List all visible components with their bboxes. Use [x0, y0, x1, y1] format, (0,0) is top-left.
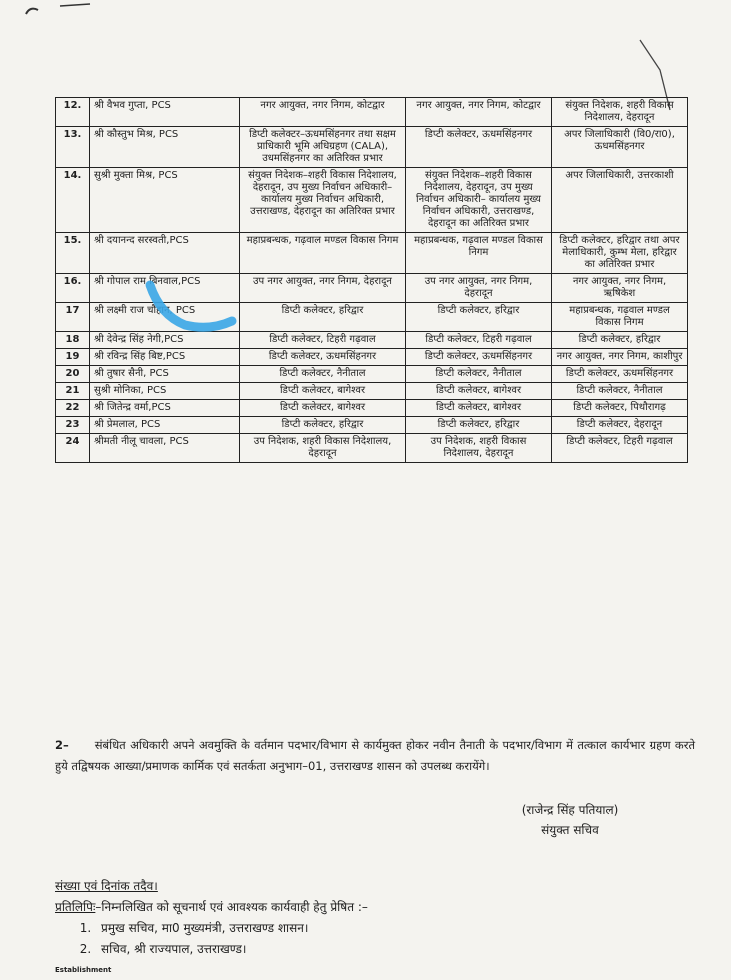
relieved-post-cell: डिप्टी कलेक्टर, टिहरी गढ़वाल: [406, 332, 552, 349]
relieved-post-cell: डिप्टी कलेक्टर, ऊधमसिंहनगर: [406, 349, 552, 366]
table-row: [56, 168, 688, 233]
relieved-post-cell: डिप्टी कलेक्टर, नैनीताल: [406, 366, 552, 383]
current-post-cell: डिप्टी कलेक्टर, बागेश्वर: [240, 383, 406, 400]
current-post-cell: संयुक्त निदेशक–शहरी विकास निदेशालय, देहरादून, उप मुख्य निर्वाचन अधिकारी–कार्यालय मुख्य निर्वाचन अधिकारी, उत्तराखण्ड, देहरादून का अतिरिक्त प्रभार: [240, 168, 406, 233]
new-post-cell: डिप्टी कलेक्टर, देहरादून: [552, 417, 688, 434]
table-row: [56, 98, 688, 127]
recipient-item: 2. सचिव, श्री राज्यपाल, उत्तराखण्ड।: [95, 939, 695, 960]
officer-name-cell: श्री लक्ष्मी राज चौहान, PCS: [90, 303, 240, 332]
signatory-designation: संयुक्त सचिव: [541, 823, 599, 837]
current-post-cell: डिप्टी कलेक्टर, हरिद्वार: [240, 417, 406, 434]
relieved-post-cell: उप नगर आयुक्त, नगर निगम, देहरादून: [406, 274, 552, 303]
recipient-item: 1. प्रमुख सचिव, मा0 मुख्यमंत्री, उत्तराखण्ड शासन।: [95, 918, 695, 939]
relieved-post-cell: महाप्रबन्धक, गढ़वाल मण्डल विकास निगम: [406, 233, 552, 274]
new-post-cell: डिप्टी कलेक्टर, ऊधमसिंहनगर: [552, 366, 688, 383]
new-post-cell: संयुक्त निदेशक, शहरी विकास निदेशालय, देहरादून: [552, 98, 688, 127]
serial-number-cell: 13.: [56, 127, 90, 168]
copy-text: –निम्नलिखित को सूचनार्थ एवं आवश्यक कार्यवाही हेतु प्रेषित :–: [95, 900, 368, 914]
officer-name-cell: श्री देवेन्द्र सिंह नेगी,PCS: [90, 332, 240, 349]
paragraph-number: 2–: [55, 738, 69, 752]
new-post-cell: नगर आयुक्त, नगर निगम, काशीपुर: [552, 349, 688, 366]
new-post-cell: डिप्टी कलेक्टर, नैनीताल: [552, 383, 688, 400]
officer-name-cell: श्री दयानन्द सरस्वती,PCS: [90, 233, 240, 274]
table-row: [56, 366, 688, 383]
copy-label: प्रतिलिपिः: [55, 900, 96, 914]
current-post-cell: नगर आयुक्त, नगर निगम, कोटद्वार: [240, 98, 406, 127]
new-post-cell: डिप्टी कलेक्टर, हरिद्वार: [552, 332, 688, 349]
officer-name-cell: सुश्री मुक्ता मिश्र, PCS: [90, 168, 240, 233]
officer-name-cell: सुश्री मोनिका, PCS: [90, 383, 240, 400]
copy-line: [55, 897, 695, 918]
table-row: [56, 400, 688, 417]
officer-name-cell: श्री जितेन्द्र वर्मा,PCS: [90, 400, 240, 417]
serial-number-cell: 16.: [56, 274, 90, 303]
new-post-cell: डिप्टी कलेक्टर, टिहरी गढ़वाल: [552, 434, 688, 463]
officer-name-cell: श्री गोपाल राम बिनवाल,PCS: [90, 274, 240, 303]
table-row: [56, 383, 688, 400]
serial-number-cell: 15.: [56, 233, 90, 274]
recipient-list: [55, 918, 695, 960]
signature-block: [470, 800, 670, 840]
current-post-cell: महाप्रबन्धक, गढ़वाल मण्डल विकास निगम: [240, 233, 406, 274]
current-post-cell: उप नगर आयुक्त, नगर निगम, देहरादून: [240, 274, 406, 303]
new-post-cell: अपर जिलाधिकारी (वि0/रा0), ऊधमसिंहनगर: [552, 127, 688, 168]
new-post-cell: डिप्टी कलेक्टर, पिथौरागढ़: [552, 400, 688, 417]
table-row: [56, 349, 688, 366]
serial-number-cell: 21: [56, 383, 90, 400]
instruction-paragraph: [55, 735, 695, 777]
table-row: [56, 127, 688, 168]
current-post-cell: डिप्टी कलेक्टर–ऊधमसिंहनगर तथा सक्षम प्राधिकारी भूमि अधिग्रहण (CALA), उधमसिंहनगर का अतिरिक्त प्रभार: [240, 127, 406, 168]
relieved-post-cell: डिप्टी कलेक्टर, बागेश्वर: [406, 383, 552, 400]
current-post-cell: डिप्टी कलेक्टर, ऊधमसिंहनगर: [240, 349, 406, 366]
serial-number-cell: 19: [56, 349, 90, 366]
relieved-post-cell: डिप्टी कलेक्टर, ऊधमसिंहनगर: [406, 127, 552, 168]
new-post-cell: डिप्टी कलेक्टर, हरिद्वार तथा अपर मेलाधिकारी, कुम्भ मेला, हरिद्वार का अतिरिक्त प्रभार: [552, 233, 688, 274]
relieved-post-cell: उप निदेशक, शहरी विकास निदेशालय, देहरादून: [406, 434, 552, 463]
establishment-label: Establishment: [55, 966, 112, 974]
table-row: [56, 233, 688, 274]
reference-line: संख्या एवं दिनांक तदैव।: [55, 879, 158, 893]
relieved-post-cell: डिप्टी कलेक्टर, बागेश्वर: [406, 400, 552, 417]
current-post-cell: डिप्टी कलेक्टर, बागेश्वर: [240, 400, 406, 417]
officer-name-cell: श्रीमती नीलू चावला, PCS: [90, 434, 240, 463]
officer-name-cell: श्री प्रेमलाल, PCS: [90, 417, 240, 434]
serial-number-cell: 22: [56, 400, 90, 417]
serial-number-cell: 18: [56, 332, 90, 349]
relieved-post-cell: संयुक्त निदेशक–शहरी विकास निदेशालय, देहरादून, उप मुख्य निर्वाचन अधिकारी– कार्यालय मुख्य निर्वाचन अधिकारी, उत्तराखण्ड, देहरादून का अतिरिक्त प्रभार: [406, 168, 552, 233]
current-post-cell: उप निदेशक, शहरी विकास निदेशालय, देहरादून: [240, 434, 406, 463]
serial-number-cell: 14.: [56, 168, 90, 233]
serial-number-cell: 23: [56, 417, 90, 434]
serial-number-cell: 12.: [56, 98, 90, 127]
table-row: [56, 417, 688, 434]
serial-number-cell: 20: [56, 366, 90, 383]
officer-name-cell: श्री रविन्द्र सिंह बिष्ट,PCS: [90, 349, 240, 366]
distribution-footer: [55, 876, 695, 960]
current-post-cell: डिप्टी कलेक्टर, टिहरी गढ़वाल: [240, 332, 406, 349]
officer-name-cell: श्री तुषार सैनी, PCS: [90, 366, 240, 383]
officer-name-cell: श्री कौस्तुभ मिश्र, PCS: [90, 127, 240, 168]
current-post-cell: डिप्टी कलेक्टर, नैनीताल: [240, 366, 406, 383]
new-post-cell: नगर आयुक्त, नगर निगम, ऋषिकेश: [552, 274, 688, 303]
table-row: [56, 434, 688, 463]
highlighter-mark: [140, 275, 240, 340]
serial-number-cell: 24: [56, 434, 90, 463]
relieved-post-cell: डिप्टी कलेक्टर, हरिद्वार: [406, 417, 552, 434]
relieved-post-cell: नगर आयुक्त, नगर निगम, कोटद्वार: [406, 98, 552, 127]
signatory-name: (राजेन्द्र सिंह पतियाल): [521, 803, 619, 817]
serial-number-cell: 17: [56, 303, 90, 332]
paragraph-text: संबंधित अधिकारी अपने अवमुक्ति के वर्तमान पदभार/विभाग से कार्यमुक्त होकर नवीन तैनाती के पदभार/विभाग में तत्काल कार्यभार ग्रहण करते हुये तद्विषयक आख्या/प्रमाणक कार्मिक एवं सतर्कता अनुभाग–01, उत्तराखण्ड शासन को उपलब्ध करायेंगे।: [55, 738, 695, 773]
scan-mark-top-left: [20, 0, 100, 22]
current-post-cell: डिप्टी कलेक्टर, हरिद्वार: [240, 303, 406, 332]
officer-name-cell: श्री वैभव गुप्ता, PCS: [90, 98, 240, 127]
relieved-post-cell: डिप्टी कलेक्टर, हरिद्वार: [406, 303, 552, 332]
new-post-cell: महाप्रबन्धक, गढ़वाल मण्डल विकास निगम: [552, 303, 688, 332]
new-post-cell: अपर जिलाधिकारी, उत्तरकाशी: [552, 168, 688, 233]
